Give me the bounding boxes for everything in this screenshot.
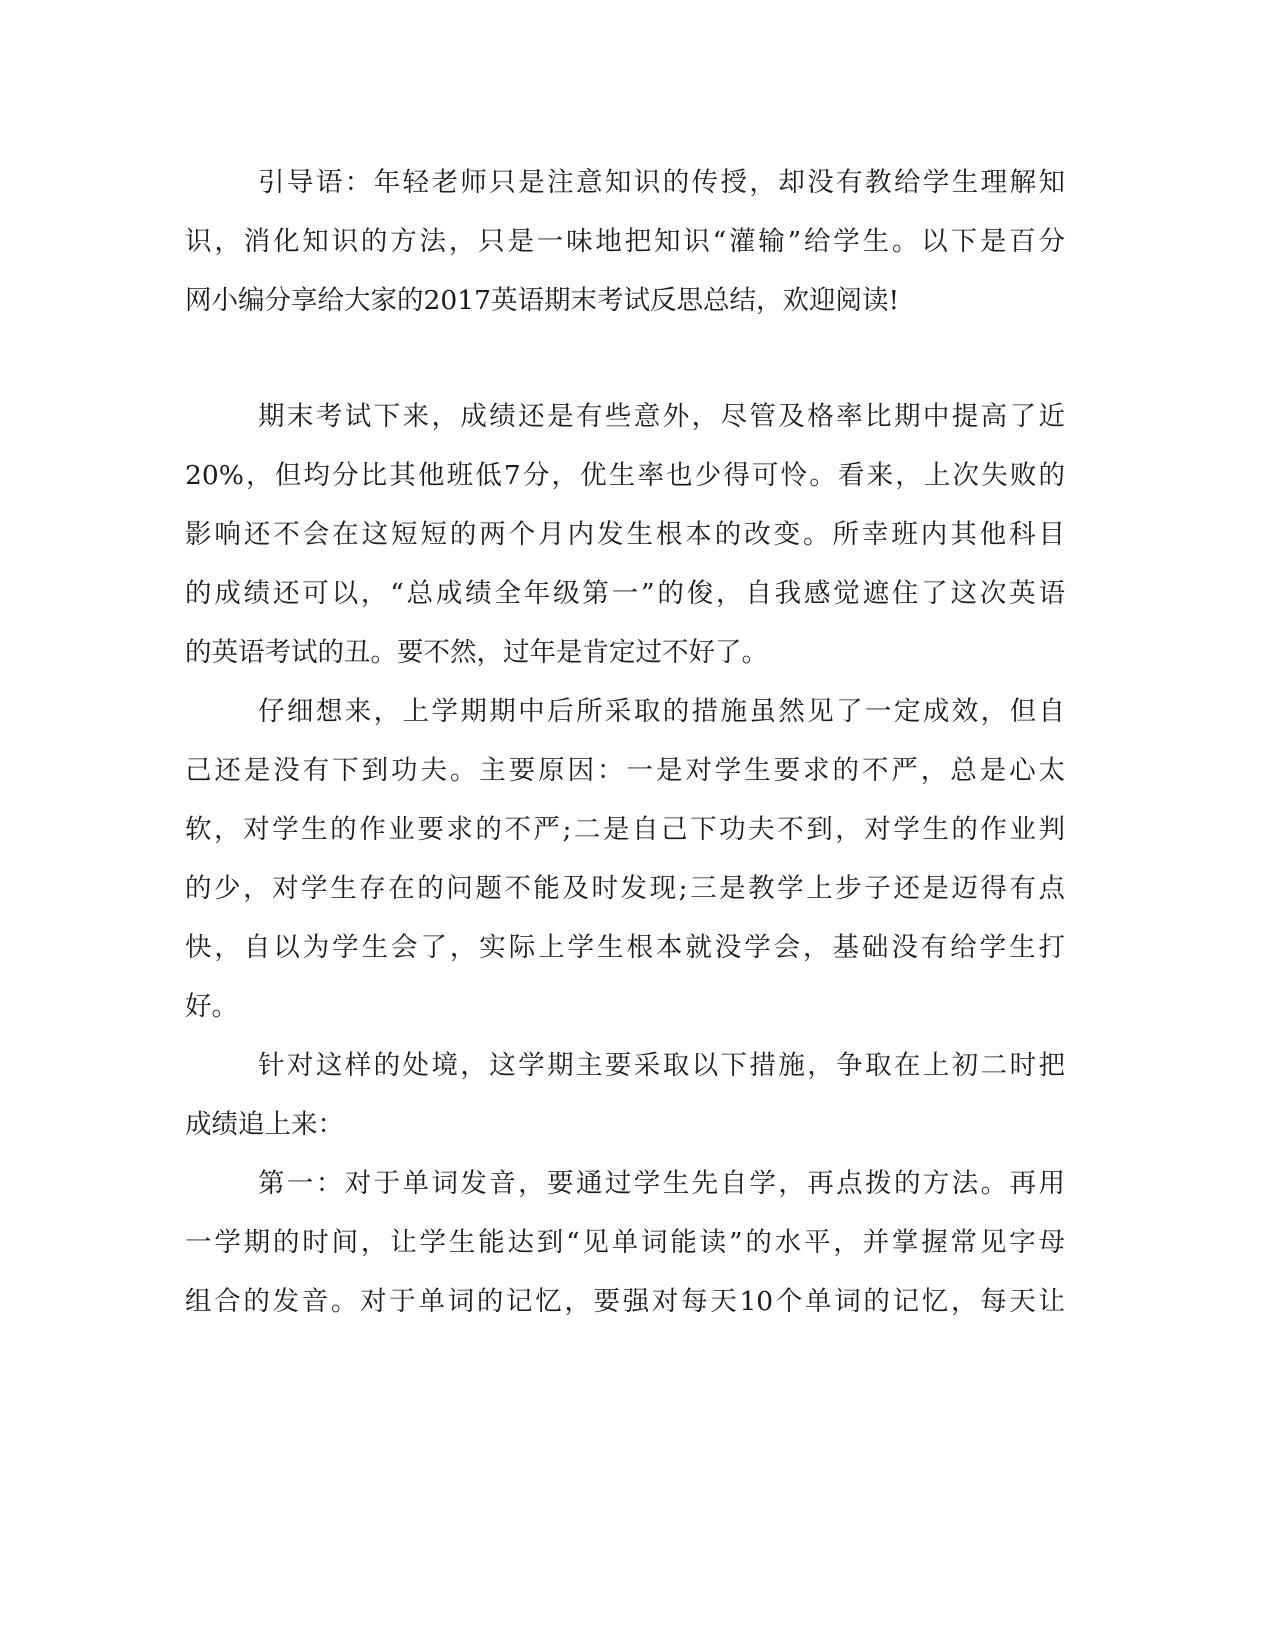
para3-line-1: 针对这样的处境，这学期主要采取以下措施，争取在上初二时把 (258, 1050, 1065, 1081)
para2-line-3: 软，对学生的作业要求的不严;二是自己下功夫不到，对学生的作业判 (185, 814, 1065, 845)
para1-line-3: 影响还不会在这短短的两个月内发生根本的改变。所幸班内其他科目 (185, 519, 1065, 550)
para2-line-1: 仔细想来，上学期期中后所采取的措施虽然见了一定成效，但自 (258, 696, 1065, 727)
intro-line-2: 识，消化知识的方法，只是一味地把知识“灌输”给学生。以下是百分 (185, 226, 1065, 257)
para2-line-5: 快，自以为学生会了，实际上学生根本就没学会，基础没有给学生打 (185, 932, 1065, 963)
para4-line-3: 组合的发音。对于单词的记忆，要强对每天10个单词的记忆，每天让 (185, 1286, 1065, 1317)
intro-line-3: 网小编分享给大家的2017英语期末考试反思总结，欢迎阅读! (185, 285, 900, 316)
para4-line-2: 一学期的时间，让学生能达到“见单词能读”的水平，并掌握常见字母 (185, 1227, 1065, 1258)
para2-line-6: 好。 (185, 991, 238, 1022)
para2-line-2: 己还是没有下到功夫。主要原因：一是对学生要求的不严，总是心太 (185, 755, 1065, 786)
para1-line-5: 的英语考试的丑。要不然，过年是肯定过不好了。 (185, 637, 768, 668)
para1-line-4: 的成绩还可以，“总成绩全年级第一”的俊，自我感觉遮住了这次英语 (185, 578, 1065, 609)
para2-line-4: 的少，对学生存在的问题不能及时发现;三是教学上步子还是迈得有点 (185, 873, 1065, 904)
intro-line-1: 引导语：年轻老师只是注意知识的传授，却没有教给学生理解知 (258, 167, 1065, 198)
para1-line-2: 20%，但均分比其他班低7分，优生率也少得可怜。看来，上次失败的 (185, 460, 1065, 491)
para3-line-2: 成绩追上来： (185, 1109, 344, 1140)
para4-line-1: 第一：对于单词发音，要通过学生先自学，再点拨的方法。再用 (258, 1168, 1065, 1199)
para1-line-1: 期末考试下来，成绩还是有些意外，尽管及格率比期中提高了近 (258, 401, 1065, 432)
